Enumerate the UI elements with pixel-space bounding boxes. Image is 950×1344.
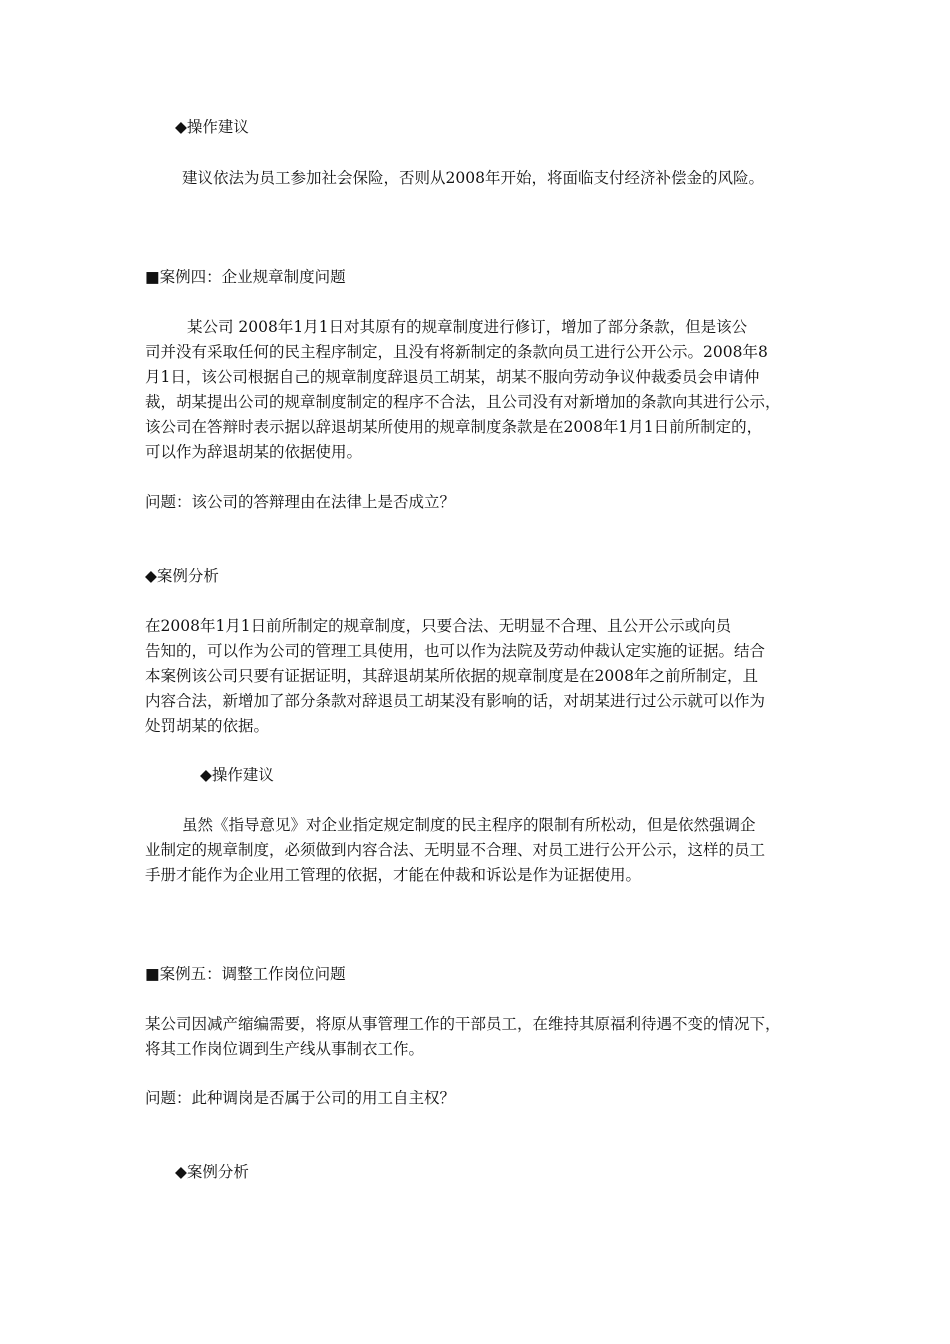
case4-analysis-paragraph xyxy=(145,614,808,739)
case4-body-line: 司并没有采取任何的民主程序制定，且没有将新制定的条款向员工进行公开公示。2008年8 xyxy=(145,343,768,361)
case4-analysis-line: 内容合法，新增加了部分条款对辞退员工胡某没有影响的话，对胡某进行过公示就可以作为 xyxy=(145,692,766,710)
case4-body-line: 某公司 2008年1月1日对其原有的规章制度进行修订，增加了部分条款，但是该公 xyxy=(187,318,748,336)
case4-analysis-heading: ◆案例分析 xyxy=(145,567,219,585)
case4-advice-line: 手册才能作为企业用工管理的依据，才能在仲裁和诉讼是作为证据使用。 xyxy=(145,866,642,884)
case4-body-line: 裁，胡某提出公司的规章制度制定的程序不合法，且公司没有对新增加的条款向其进行公示， xyxy=(145,393,781,411)
case4-analysis-line: 告知的，可以作为公司的管理工具使用，也可以作为法院及劳动仲裁认定实施的证据。结合 xyxy=(145,642,766,660)
case4-analysis-line: 本案例该公司只要有证据证明，其辞退胡某所依据的规章制度是在2008年之前所制定，且 xyxy=(145,667,758,685)
case5-body-line: 将其工作岗位调到生产线从事制衣工作。 xyxy=(145,1040,425,1058)
case4-question: 问题：该公司的答辩理由在法律上是否成立？ xyxy=(145,493,456,511)
case4-advice-paragraph xyxy=(145,813,808,888)
case5-body-line: 某公司因减产缩编需要，将原从事管理工作的干部员工，在维持其原福利待遇不变的情况下， xyxy=(145,1015,781,1033)
case5-question: 问题：此种调岗是否属于公司的用工自主权？ xyxy=(145,1089,456,1107)
case5-body-paragraph xyxy=(145,1012,808,1062)
case4-advice-line: 虽然《指导意见》对企业指定规定制度的民主程序的限制有所松动，但是依然强调企 xyxy=(182,816,756,834)
case4-analysis-line: 处罚胡某的依据。 xyxy=(145,717,270,735)
case4-advice-heading: ◆操作建议 xyxy=(200,766,274,784)
case5-heading: ■案例五：调整工作岗位问题 xyxy=(145,965,346,983)
case4-body-line: 月1日，该公司根据自己的规章制度辞退员工胡某，胡某不服向劳动争议仲裁委员会申请仲 xyxy=(145,368,760,386)
case5-analysis-heading: ◆案例分析 xyxy=(175,1163,249,1181)
case4-heading: ■案例四：企业规章制度问题 xyxy=(145,268,346,286)
case4-analysis-line: 在2008年1月1日前所制定的规章制度，只要合法、无明显不合理、且公开公示或向员 xyxy=(145,617,732,635)
case4-body-line: 该公司在答辩时表示据以辞退胡某所使用的规章制度条款是在2008年1月1日前所制定的， xyxy=(145,418,763,436)
case4-advice-line: 业制定的规章制度，必须做到内容合法、无明显不合理、对员工进行公开公示，这样的员工 xyxy=(145,841,766,859)
paragraph-social-insurance-advice: 建议依法为员工参加社会保险，否则从2008年开始，将面临支付经济补偿金的风险。 xyxy=(182,169,764,187)
case4-body-line: 可以作为辞退胡某的依据使用。 xyxy=(145,443,363,461)
section-heading-operation-advice-1: ◆操作建议 xyxy=(175,118,249,136)
case4-body-paragraph xyxy=(145,315,808,465)
